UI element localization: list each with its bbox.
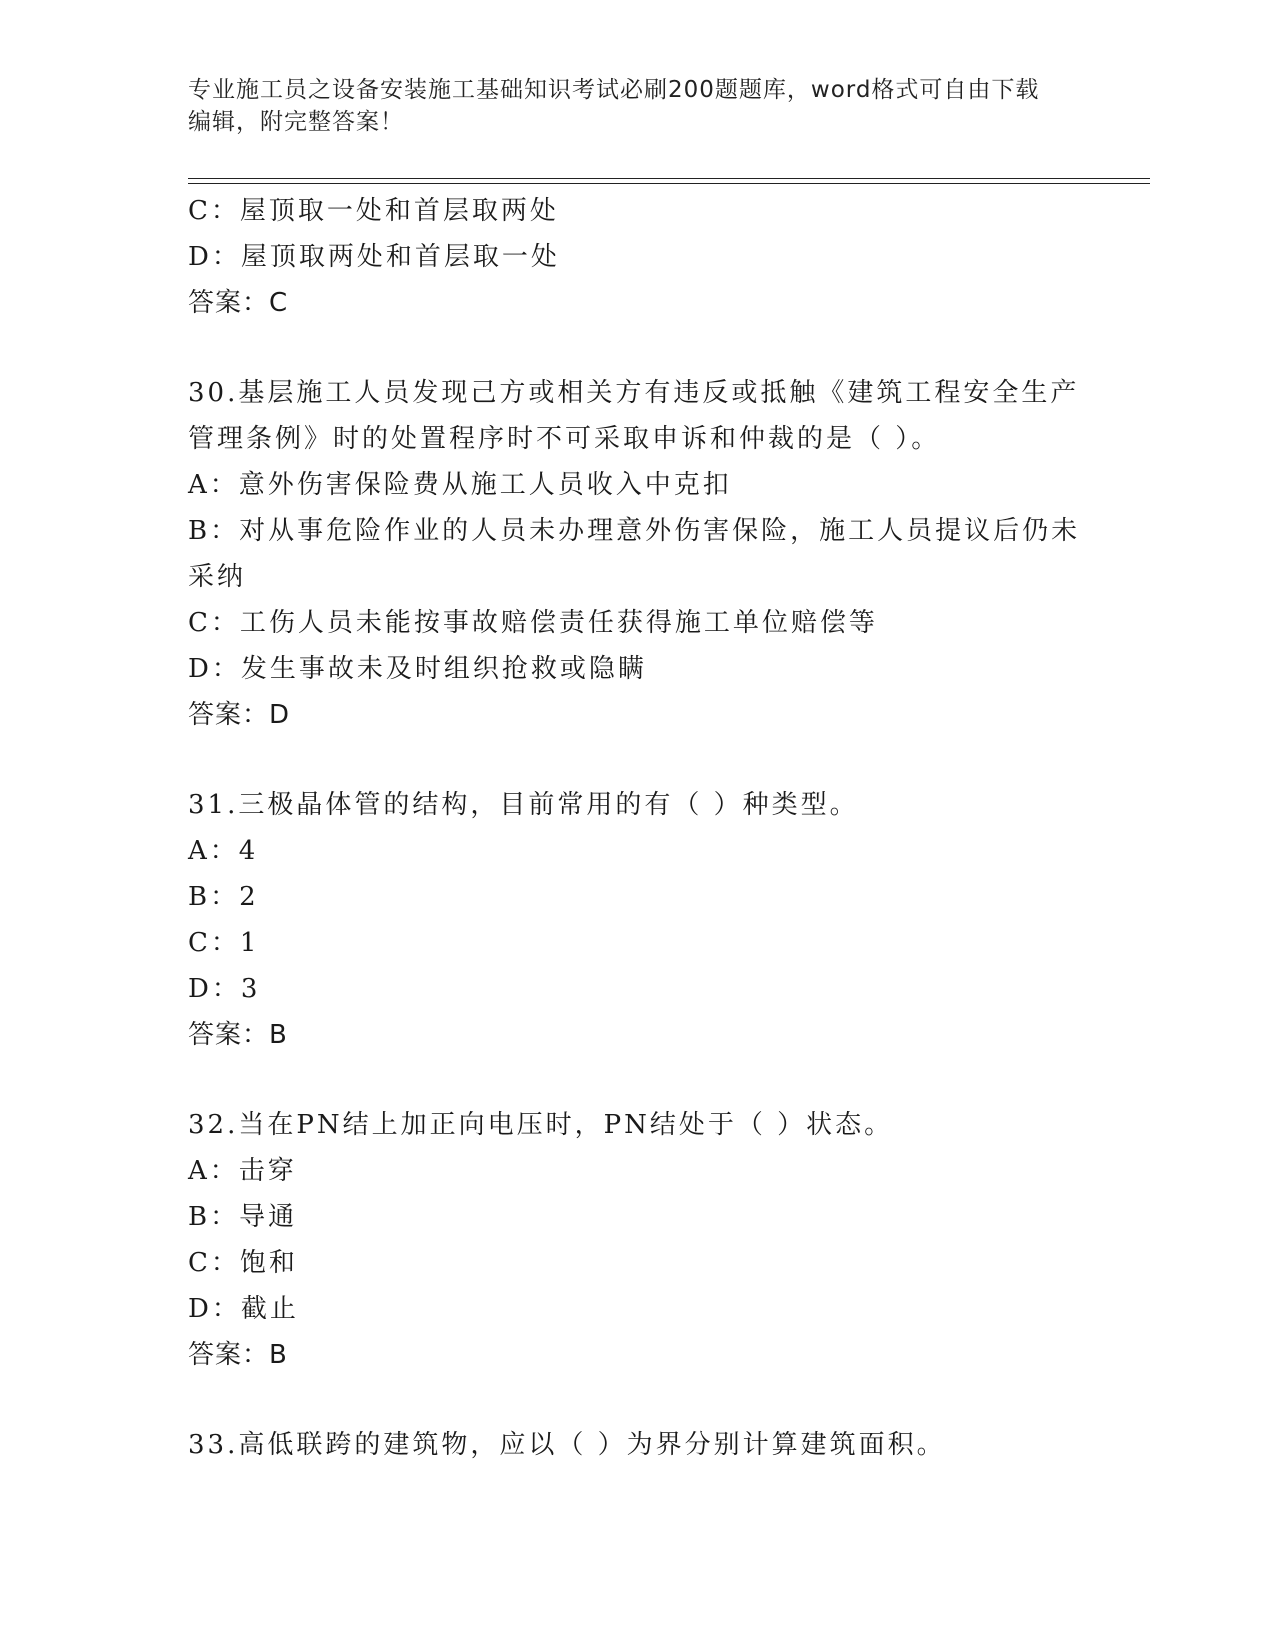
- option-a: A：4: [188, 836, 259, 866]
- question-content: [188, 188, 1088, 1468]
- spacer: [188, 738, 1088, 782]
- option-d: D：截止: [188, 1294, 299, 1324]
- question-stem: 30.基层施工人员发现己方或相关方有违反或抵触《建筑工程安全生产: [188, 378, 1080, 408]
- question-stem: 33.高低联跨的建筑物，应以（ ）为界分别计算建筑面积。: [188, 1430, 946, 1460]
- spacer: [188, 1058, 1088, 1102]
- option-b: B：对从事危险作业的人员未办理意外伤害保险，施工人员提议后仍未: [188, 516, 1081, 546]
- option-a: A：击穿: [188, 1156, 297, 1186]
- option-b-continued: 采纳: [188, 562, 247, 592]
- option-c: C：工伤人员未能按事故赔偿责任获得施工单位赔偿等: [188, 608, 878, 638]
- question-31: [188, 782, 1088, 1058]
- answer: 答案：B: [188, 1340, 288, 1370]
- option-c: C：屋顶取一处和首层取两处: [188, 196, 559, 226]
- header-title-line-1: 专业施工员之设备安装施工基础知识考试必刷200题题库，word格式可自由下载: [188, 77, 1040, 103]
- document-header: [188, 74, 1088, 138]
- option-c: C：1: [188, 928, 260, 958]
- answer: 答案：C: [188, 288, 289, 318]
- option-d: D：发生事故未及时组织抢救或隐瞒: [188, 654, 647, 684]
- option-d: D：3: [188, 974, 261, 1004]
- option-c: C：饱和: [188, 1248, 298, 1278]
- spacer: [188, 326, 1088, 370]
- spacer: [188, 1378, 1088, 1422]
- question-stem: 31.三极晶体管的结构，目前常用的有（ ）种类型。: [188, 790, 859, 820]
- option-b: B：导通: [188, 1202, 298, 1232]
- answer: 答案：B: [188, 1020, 288, 1050]
- option-b: B：2: [188, 882, 259, 912]
- question-33: [188, 1422, 1088, 1468]
- header-divider-top: [188, 178, 1150, 179]
- header-divider-bottom: [188, 183, 1150, 184]
- question-stem: 32.当在PN结上加正向电压时，PN结处于（ ）状态。: [188, 1110, 894, 1140]
- header-title-line-2: 编辑，附完整答案！: [188, 109, 404, 135]
- question-stem-continued: 管理条例》时的处置程序时不可采取申诉和仲裁的是（ ）。: [188, 424, 941, 454]
- question-32: [188, 1102, 1088, 1378]
- question-fragment: [188, 188, 1088, 326]
- question-30: [188, 370, 1088, 738]
- option-a: A：意外伤害保险费从施工人员收入中克扣: [188, 470, 732, 500]
- answer: 答案：D: [188, 700, 291, 730]
- option-d: D：屋顶取两处和首层取一处: [188, 242, 560, 272]
